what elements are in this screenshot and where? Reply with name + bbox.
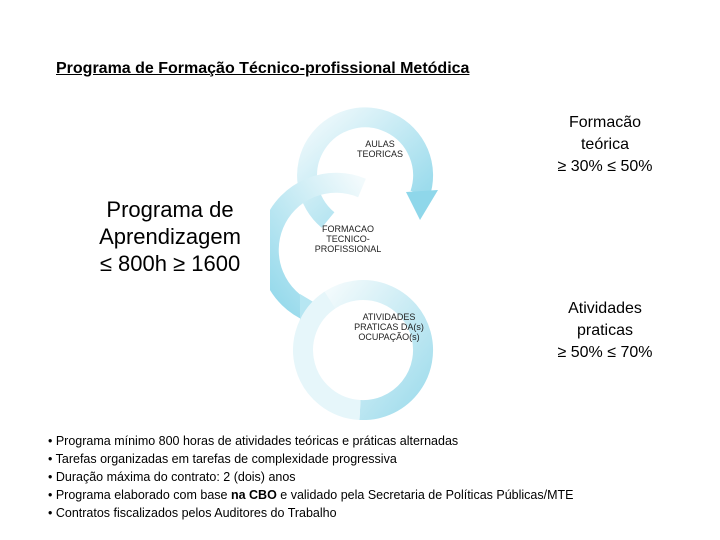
ativ-line3: OCUPAÇÃO(s) <box>358 332 420 342</box>
bullet-item: • Duração máxima do contrato: 2 (dois) anos <box>48 470 296 484</box>
theory-line2: teórica <box>580 136 630 153</box>
bullet-item: • Contratos fiscalizados pelos Auditores do Trabalho <box>48 506 337 520</box>
practice-line3: ≥ 50% ≤ 70% <box>557 344 653 361</box>
practice-percentage <box>540 298 670 364</box>
program-label-line1: Programa de <box>106 197 234 222</box>
bullet-item: • Tarefas organizadas em tarefas de complexidade progressiva <box>48 452 397 466</box>
program-label-line2: Aprendizagem <box>99 224 241 249</box>
bullet-item: • Programa mínimo 800 horas de atividades teóricas e práticas alternadas <box>48 434 459 448</box>
bullet-item <box>48 486 708 504</box>
bullet-bold-text: na CBO <box>230 488 277 502</box>
formacao-line1: FORMACAO <box>321 224 374 234</box>
practice-line2: praticas <box>576 322 634 339</box>
cycle-label-atividades <box>330 312 448 342</box>
formacao-line2: TECNICO- <box>326 234 370 244</box>
page-title: Programa de Formação Técnico-profissional Metódica <box>56 60 470 77</box>
theory-line1: Formacão <box>568 114 642 131</box>
bullet-text: • Programa elaborado com base <box>48 488 231 502</box>
program-label <box>70 196 270 277</box>
theory-percentage <box>540 112 670 178</box>
aulas-line2: TEORICAS <box>356 149 403 159</box>
ativ-line1: ATIVIDADES <box>362 312 416 322</box>
practice-line1: Atividades <box>568 300 642 317</box>
cycle-label-formacao <box>302 224 394 254</box>
bullet-list <box>48 432 708 522</box>
aulas-line1: AULAS <box>365 139 395 149</box>
cycle-label-aulas <box>340 139 420 159</box>
bullet-text: e validado pela Secretaria de Políticas Públicas/MTE <box>276 488 574 502</box>
program-label-line3: ≤ 800h ≥ 1600 <box>99 251 241 276</box>
ring-aulas <box>307 117 438 220</box>
theory-line3: ≥ 30% ≤ 50% <box>557 158 653 175</box>
ativ-line2: PRATICAS DA(s) <box>354 322 424 332</box>
ring-atividades <box>303 290 423 410</box>
formacao-line3: PROFISSIONAL <box>314 244 382 254</box>
